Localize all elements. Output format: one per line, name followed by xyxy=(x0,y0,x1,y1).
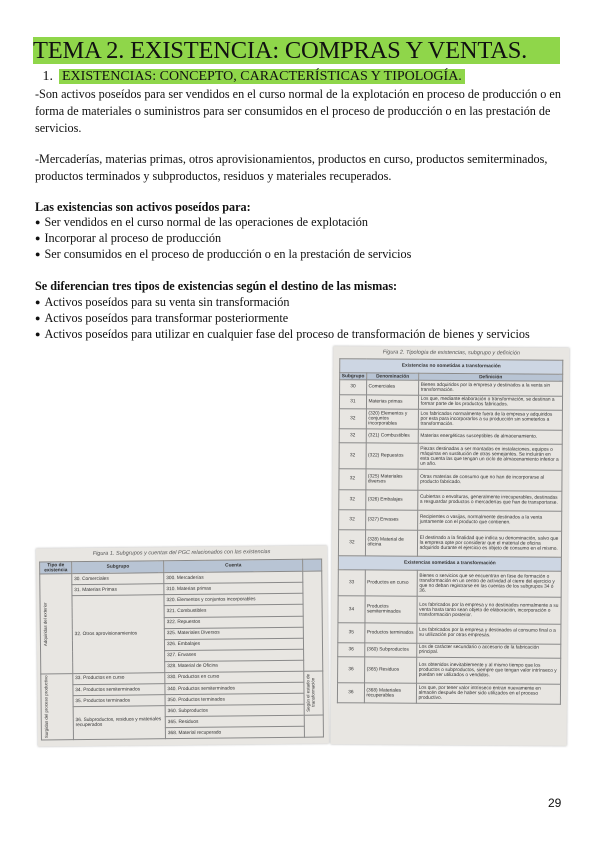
figure2-table xyxy=(337,358,563,705)
table-header: Subgrupo xyxy=(340,373,367,380)
table-cell: 32 xyxy=(339,408,366,428)
table-cell: Los fabricados normalmente fuera de la empresa y adquiridos por esta para incorporarlos a su producción sin someterlos a transformación. xyxy=(418,409,562,430)
table-cell: 310. Materias primas xyxy=(164,583,303,596)
table-row xyxy=(338,570,561,598)
table-cell: Los que, mediante elaboración o transformación, se destinan a formar parte de los productos fabricados. xyxy=(418,395,562,410)
page-number: 29 xyxy=(548,796,562,810)
table-cell: 328. Material de Oficina xyxy=(165,660,304,673)
table-cell: (321) Combustibles xyxy=(366,429,418,444)
table-row xyxy=(340,380,563,396)
list2-item: ● Activos poseídos para su venta sin transformación xyxy=(35,294,565,311)
table-header-blank xyxy=(302,559,321,571)
table-cell: 30 xyxy=(340,380,367,394)
list2-heading: Se diferencian tres tipos de existencias según el destino de las mismas: xyxy=(35,279,398,293)
table-cell: Bienes adquiridos por la empresa y destinados a la venta sin transformación. xyxy=(419,381,563,396)
table-row xyxy=(338,596,561,624)
table-cell: Los fabricados por la empresa y destinados al consumo final o a su utilización por otras empresas. xyxy=(417,623,561,644)
table-header: Definición xyxy=(419,373,563,381)
list2-item: ● Activos poseídos para utilizar en cualquier fase del proceso de transformación de bienes y servicios xyxy=(35,326,565,343)
table-cell: Productos terminados xyxy=(365,623,417,644)
side-label: Según el estado de transformación xyxy=(305,674,317,713)
table-cell: 36 xyxy=(338,657,365,683)
table-cell: 32 xyxy=(339,509,366,529)
table-cell: (325) Materiales diversos xyxy=(366,469,418,490)
table-row xyxy=(339,469,562,491)
table-cell: (320) Elementos y conjuntos incorporables xyxy=(366,409,418,430)
table-cell: Los que, por tener valor intrínseco entran nuevamente en almacén después de haber sido utilizados en el proceso productivo. xyxy=(416,683,560,704)
table-header: Cuenta xyxy=(164,559,303,573)
table-header: Tipo de existencia xyxy=(40,562,72,575)
section-label: Existencias no sometidas a transformación xyxy=(340,359,563,375)
section-row xyxy=(340,359,563,375)
figure1-table xyxy=(39,559,324,741)
table-cell: Bienes o servicios que se encuentran en fase de formación o transformación en un centro de actividad al cierre del ejercicio y que no deban registrarse en las cuentas de los subgrupos 34 ó 36. xyxy=(417,571,561,598)
table-row xyxy=(339,394,562,410)
table-cell: 32 xyxy=(339,429,366,443)
table-row xyxy=(338,530,561,558)
table-row xyxy=(339,429,562,445)
table-row xyxy=(339,443,562,471)
table-cell: Comerciales xyxy=(366,380,418,395)
list2-item: ● Activos poseídos para transformar posteriormente xyxy=(35,310,565,327)
table-cell: (365) Residuos xyxy=(364,657,416,684)
table-row xyxy=(339,509,562,531)
section-heading xyxy=(35,67,505,86)
table-cell: 33 xyxy=(338,570,365,596)
table-row xyxy=(338,657,561,685)
table-header: Subgrupo xyxy=(72,561,164,574)
table-cell: 326. Embalajes xyxy=(165,638,304,651)
paragraph-definition: -Son activos poseídos para ser vendidos en el curso normal de la explotación en proceso de producción o en forma de materiales o suministros para ser consumidos en el proceso de producción o en las prestación de servicios. xyxy=(35,87,561,135)
table-cell: 30. Comerciales xyxy=(72,573,164,585)
table-cell: 327. Envases xyxy=(165,649,304,662)
table-cell: 32 xyxy=(339,489,366,509)
table-cell: Los fabricados por la empresa y no destinados normalmente a su venta hasta tanto sean objeto de elaboración, incorporación o transformación posterior. xyxy=(417,597,561,624)
table-row xyxy=(338,622,561,644)
table-cell-blank xyxy=(304,715,323,737)
table-row xyxy=(339,489,562,511)
side-label-cell xyxy=(304,671,324,716)
side-label-cell xyxy=(41,674,74,741)
table-cell: 321. Combustibles xyxy=(164,605,303,618)
table-header: Denominación xyxy=(366,373,418,381)
table-cell: 350. Productos terminados xyxy=(165,693,304,706)
table-cell: Materias primas xyxy=(366,394,418,409)
table-cell: Cubiertas o envolturas, generalmente irrecuperables, destinadas a resguardar productos o mercaderías que han de transportarse. xyxy=(418,490,562,511)
list1-item: ● Incorporar al proceso de producción xyxy=(35,230,565,247)
table-cell: 360. Subproductos xyxy=(166,704,305,717)
table-cell-blank xyxy=(303,571,323,671)
table-row xyxy=(338,643,561,659)
paragraph-types: -Mercaderías, materias primas, otros aprovisionamientos, productos en curso, productos semiterminados, productos terminados y subproductos, residuos y materiales recuperados. xyxy=(35,152,548,183)
figure2-photo xyxy=(331,346,570,746)
table-cell: 31. Materias Primas xyxy=(72,584,164,596)
table-cell: Los de carácter secundario o accesorio de la fabricación principal. xyxy=(417,643,561,658)
table-row xyxy=(339,408,562,430)
table-cell: Materias energéticas susceptibles de almacenamiento. xyxy=(418,429,562,444)
table-cell: (328) Material de oficina xyxy=(365,530,417,557)
table-cell: 300. Mercaderías xyxy=(164,571,303,584)
table-cell: 368. Material recuperado xyxy=(166,727,305,740)
table-cell: El destinado a la finalidad que indica su denominación, salvo que la empresa opte por considerar que el material de oficina adquirido durante el ejercicio es objeto de consumo en el mismo. xyxy=(417,530,561,557)
table-cell: 35. Productos terminados xyxy=(73,695,165,707)
table-cell: 32 xyxy=(339,443,366,469)
table-cell: (360) Subproductos xyxy=(365,643,417,658)
side-label: Adquiridas del exterior xyxy=(42,602,48,646)
table-cell: Los obtenidos inevitablemente y al mismo tiempo que los productos o subproductos, siempre que tengan valor intrínseco y puedan ser utilizados o vendidos. xyxy=(417,657,561,684)
section-row xyxy=(338,556,561,572)
section-number: 1. xyxy=(42,69,53,84)
list1-item: ● Ser vendidos en el curso normal de las operaciones de explotación xyxy=(35,214,565,231)
list1-item: ● Ser consumidos en el proceso de producción o en la prestación de servicios xyxy=(35,246,565,263)
list1-heading: Las existencias son activos poseídos para: xyxy=(35,200,251,214)
table-cell: (368) Materiales recuperables xyxy=(364,683,416,704)
table-cell: (322) Repuestos xyxy=(366,443,418,470)
table-cell: Recipientes o vasijas, normalmente destinados a la venta juntamente con el producto que contienen. xyxy=(418,510,562,531)
table-cell: 322. Repuestos xyxy=(165,616,304,629)
table-cell: 320. Elementos y conjuntos incorporables xyxy=(164,594,303,607)
table-cell: 32. Otros aprovisionamientos xyxy=(72,595,165,674)
table-cell: Piezas destinadas a ser montadas en instalaciones, equipos o máquinas en sustitución de otras semejantes. Se incluirán en esta cuenta las que tengan un ciclo de almacenamiento inferior a un año. xyxy=(418,443,562,470)
side-label-cell xyxy=(40,574,73,674)
table-cell: (326) Embalajes xyxy=(366,489,418,510)
table-row xyxy=(337,683,560,705)
table-cell: 31 xyxy=(339,394,366,408)
table-cell: Productos semiterminados xyxy=(365,596,417,623)
section-label: Existencias sometidas a transformación xyxy=(338,556,561,572)
table-cell: 325. Materiales Diversos xyxy=(165,627,304,640)
table-cell: Productos en curso xyxy=(365,570,417,597)
table-cell: 36. Subproductos, residuos y materiales recuperados xyxy=(73,706,166,740)
table-cell: (327) Envases xyxy=(365,510,417,531)
page-title: TEMA 2. EXISTENCIA: COMPRAS Y VENTAS. xyxy=(33,37,560,64)
table-cell: 33. Productos en curso xyxy=(73,673,165,685)
table-cell: 32 xyxy=(338,530,365,556)
table-cell: 340. Productos semiterminados xyxy=(165,682,304,695)
table-cell: 34 xyxy=(338,596,365,622)
table-cell: Otras materias de consumo que no han de incorporarse al producto fabricado. xyxy=(418,470,562,491)
table-cell: 36 xyxy=(338,643,365,657)
figure2-caption: Figura 2. Tipología de existencias, subgrupo y definición xyxy=(382,349,520,357)
figure1-caption: Figura 1. Subgrupos y cuentas del PGC relacionados con las existencias xyxy=(92,549,271,557)
table-cell: 365. Residuos xyxy=(166,715,305,728)
table-cell: 35 xyxy=(338,622,365,642)
figure1-photo xyxy=(36,545,329,746)
table-cell: 32 xyxy=(339,469,366,489)
table-cell: 36 xyxy=(337,683,364,703)
table-cell: 330. Productos en curso xyxy=(165,671,304,684)
section-heading-text: EXISTENCIAS: CONCEPTO, CARACTERÍSTICAS Y TIPOLOGÍA. xyxy=(59,69,465,84)
table-cell: 34. Productos semiterminados xyxy=(73,684,165,696)
side-label: Surgidas del proceso productivo xyxy=(42,675,49,739)
